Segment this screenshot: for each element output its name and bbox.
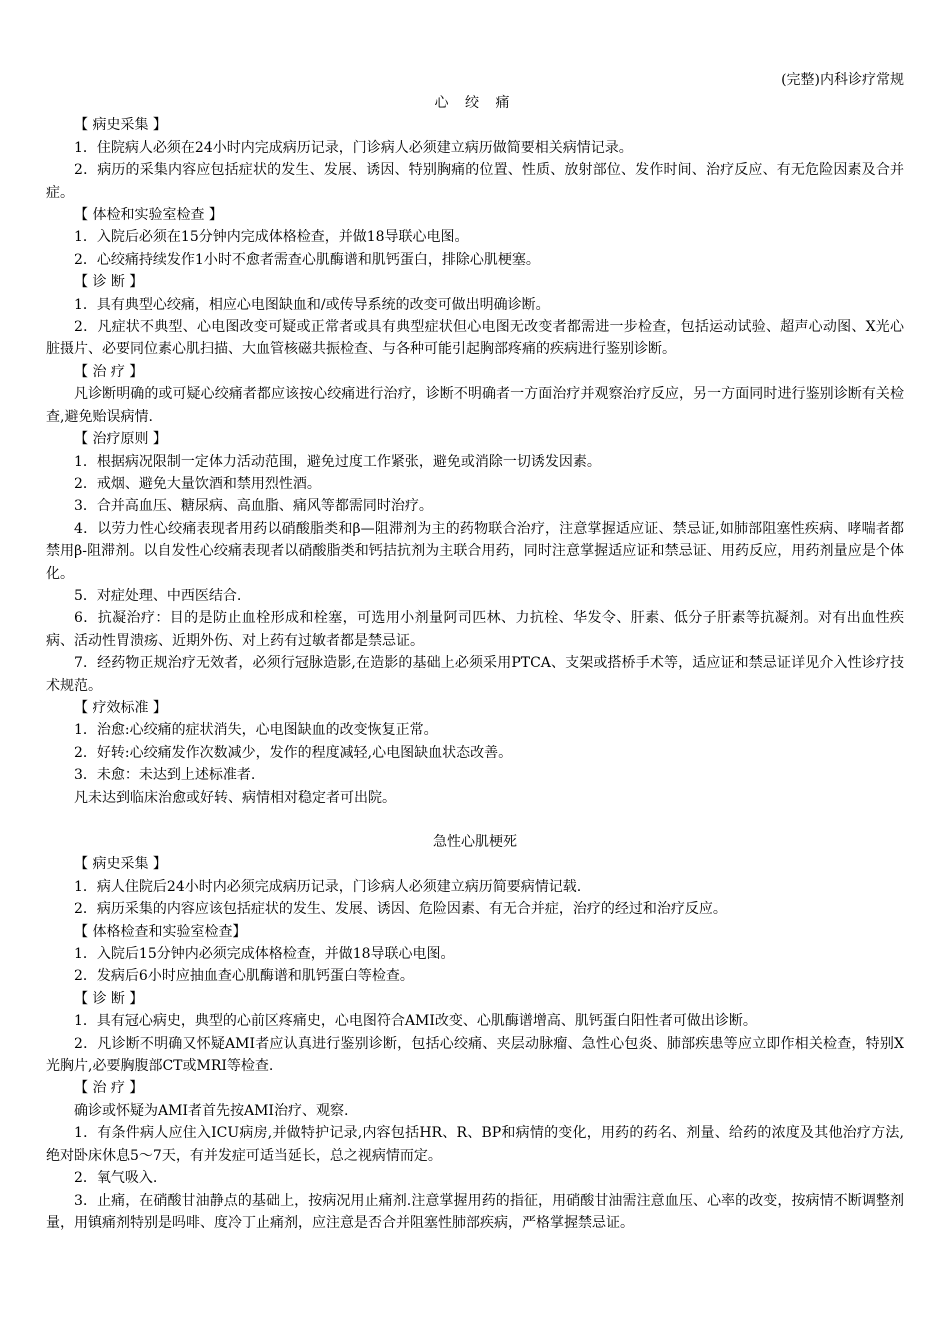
section-heading: 【 治 疗 】	[74, 1080, 144, 1097]
paragraph: 2．凡症状不典型、心电图改变可疑或正常者或具有典型症状但心电图无改变者都需进一步检查，包括运动试验、超声心动图、X光心脏摄片、必要同位素心肌扫描、大血管核磁共振检查、与各种可能引起胸部疼痛的疾病进行鉴别诊断。	[46, 319, 904, 358]
section-heading: 【 疗效标准 】	[74, 699, 167, 716]
paragraph: 确诊或怀疑为AMI者首先按AMI治疗、观察.	[74, 1102, 349, 1119]
paragraph: 3．未愈：未达到上述标准者.	[74, 767, 256, 784]
paragraph: 2．发病后6小时应抽血查心肌酶谱和肌钙蛋白等检查。	[74, 968, 414, 985]
paragraph: 7．经药物正规治疗无效者，必须行冠脉造影,在造影的基础上必须采用PTCA、支架或搭桥手术等，适应证和禁忌证详见介入性诊疗技术规范。	[46, 655, 904, 694]
paragraph: 1．住院病人必须在24小时内完成病历记录，门诊病人必须建立病历做简要相关病情记录。	[74, 139, 633, 156]
paragraph: 6．抗凝治疗：目的是防止血栓形成和栓塞，可选用小剂量阿司匹林、力抗栓、华发令、肝素、低分子肝素等抗凝剂。对有出血性疾病、活动性胃溃疡、近期外伤、对上药有过敏者都是禁忌证。	[46, 610, 904, 649]
paragraph: 1．具有冠心病史，典型的心前区疼痛史，心电图符合AMI改变、心肌酶谱增高、肌钙蛋白阳性者可做出诊断。	[74, 1013, 757, 1030]
section-heading: 【 治疗原则 】	[74, 431, 167, 448]
paragraph: 1．有条件病人应住入ICU病房,并做特护记录,内容包括HR、R、BP和病情的变化，用药的药名、剂量、给药的浓度及其他治疗方法,绝对卧床休息5～7天，有并发症可适当延长，总之视病情而定。	[46, 1125, 904, 1164]
paragraph: 5．对症处理、中西医结合.	[74, 587, 242, 604]
section-lines	[46, 853, 904, 1234]
section-ami	[46, 831, 904, 1234]
section-heading: 【 病史采集 】	[74, 117, 167, 134]
paragraph: 4．以劳力性心绞痛表现者用药以硝酸脂类和β—阻滞剂为主的药物联合治疗，注意掌握适应证、禁忌证,如肺部阻塞性疾病、哮喘者都禁用β-阻滞剂。以自发性心绞痛表现者以硝酸脂类和钙拮抗剂为主联合用药，同时注意掌握适应证和禁忌证、用药反应，用药剂量应是个体化。	[46, 520, 904, 582]
section-heading: 【 病史采集 】	[74, 856, 167, 873]
paragraph: 2．病历采集的内容应该包括症状的发生、发展、诱因、危险因素、有无合并症，治疗的经过和治疗反应。	[74, 901, 727, 918]
section-heading: 【 体格检查和实验室检查】	[74, 923, 247, 940]
section-heading: 【 诊 断 】	[74, 274, 144, 291]
paragraph: 3．合并高血压、糖尿病、高血脂、痛风等都需同时治疗。	[74, 498, 433, 515]
section-angina	[46, 92, 904, 809]
section-title: 心 绞 痛	[434, 95, 516, 111]
section-gap	[46, 809, 904, 831]
paragraph: 3．止痛，在硝酸甘油静点的基础上，按病况用止痛剂.注意掌握用药的指征，用硝酸甘油需注意血压、心率的改变，按病情不断调整剂量，用镇痛剂特别是吗啡、度冷丁止痛剂，应注意是否合并阻塞性肺部疾病，严格掌握禁忌证。	[46, 1192, 904, 1231]
paragraph: 凡未达到临床治愈或好转、病情相对稳定者可出院。	[74, 789, 396, 806]
section-heading: 【 诊 断 】	[74, 990, 144, 1007]
paragraph: 2．好转:心绞痛发作次数减少，发作的程度减轻,心电图缺血状态改善。	[74, 744, 513, 761]
paragraph: 2．氧气吸入.	[74, 1170, 158, 1187]
paragraph: 1．入院后15分钟内必须完成体格检查，并做18导联心电图。	[74, 946, 455, 963]
paragraph: 1．治愈:心绞痛的症状消失，心电图缺血的改变恢复正常。	[74, 722, 438, 739]
paragraph: 1．病人住院后24小时内必须完成病历记录，门诊病人必须建立病历简要病情记载.	[74, 878, 582, 895]
paragraph: 2．心绞痛持续发作1小时不愈者需查心肌酶谱和肌钙蛋白，排除心肌梗塞。	[74, 251, 540, 268]
paragraph: 1．具有典型心绞痛，相应心电图缺血和/或传导系统的改变可做出明确诊断。	[74, 296, 550, 313]
paragraph: 1．入院后必须在15分钟内完成体格检查，并做18导联心电图。	[74, 229, 469, 246]
document-body	[46, 92, 904, 1234]
paragraph: 2．戒烟、避免大量饮酒和禁用烈性酒。	[74, 475, 321, 492]
section-lines	[46, 114, 904, 809]
paragraph: 2．病历的采集内容应包括症状的发生、发展、诱因、特别胸痛的位置、性质、放射部位、发作时间、治疗反应、有无危险因素及合并症。	[46, 162, 904, 201]
section-title: 急性心肌梗死	[433, 834, 517, 850]
section-heading: 【 体检和实验室检查 】	[74, 207, 223, 224]
running-header: (完整)内科诊疗常规	[781, 72, 904, 88]
section-heading: 【 治 疗 】	[74, 363, 144, 380]
paragraph: 凡诊断明确的或可疑心绞痛者都应该按心绞痛进行治疗，诊断不明确者一方面治疗并观察治疗反应，另一方面同时进行鉴别诊断有关检查,避免贻误病情.	[46, 386, 904, 425]
paragraph: 1．根据病况限制一定体力活动范围，避免过度工作紧张，避免或消除一切诱发因素。	[74, 453, 601, 470]
paragraph: 2．凡诊断不明确又怀疑AMI者应认真进行鉴别诊断，包括心绞痛、夹层动脉瘤、急性心包炎、肺部疾患等应立即作相关检查，特别X光胸片,必要胸腹部CT或MRI等检查.	[46, 1035, 904, 1075]
